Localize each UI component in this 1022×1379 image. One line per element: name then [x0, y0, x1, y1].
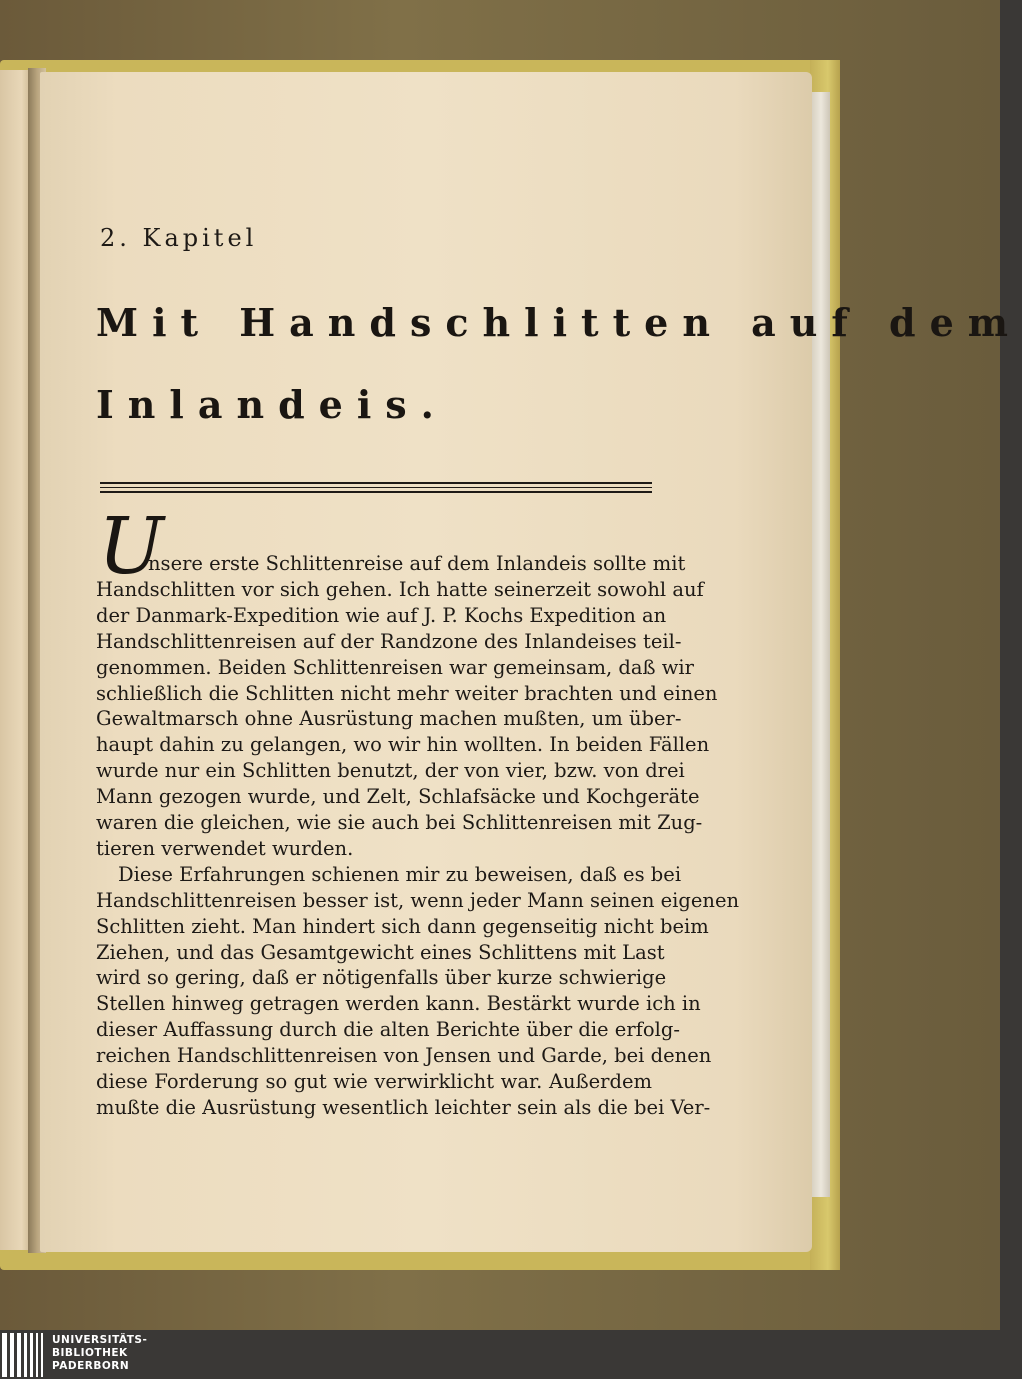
- text-line: diese Forderung so gut wie verwirklicht war. Außerdem: [96, 1070, 652, 1093]
- text-line: Ziehen, und das Gesamtgewicht eines Schlittens mit Last: [96, 940, 665, 964]
- library-name-line-1: UNIVERSITÄTS-: [52, 1334, 148, 1346]
- text-line: dieser Auffassung durch die alten Berichte über die erfolg-: [96, 1018, 680, 1042]
- text-line: wird so gering, daß er nötigenfalls über kurze schwierige: [96, 966, 667, 990]
- text-line: waren die gleichen, wie sie auch bei Schlittenreisen mit Zug-: [96, 811, 703, 834]
- text-line: Diese Erfahrungen schienen mir zu beweisen, daß es bei: [118, 862, 682, 886]
- text-line: Schlitten zieht. Man hindert sich dann gegenseitig nicht beim: [96, 914, 709, 938]
- chapter-title-line-1: Mit Handschlitten auf dem: [96, 300, 1022, 345]
- text-line: Mann gezogen wurde, und Zelt, Schlafsäcke und Kochgeräte: [96, 785, 700, 809]
- text-line: nsere erste Schlittenreise auf dem Inlandeis sollte mit: [148, 552, 686, 575]
- text-line: Gewaltmarsch ohne Ausrüstung machen mußten, um über-: [96, 707, 682, 731]
- text-line: Handschlittenreisen besser ist, wenn jeder Mann seinen eigenen: [96, 888, 740, 912]
- chapter-title-line-2: Inlandeis.: [96, 382, 448, 427]
- chapter-heading: 2. Kapitel: [100, 224, 258, 252]
- text-line: genommen. Beiden Schlittenreisen war gemeinsam, daß wir: [96, 655, 694, 679]
- library-name-line-3: PADERBORN: [52, 1360, 130, 1372]
- text-line: Handschlittenreisen auf der Randzone des Inlandeises teil-: [96, 629, 682, 653]
- text-line: reichen Handschlittenreisen von Jensen und Garde, bei denen: [96, 1044, 712, 1068]
- title-rule-top: [100, 482, 652, 484]
- title-rule-middle: [100, 487, 652, 488]
- page-stack-edge: [812, 92, 830, 1197]
- text-line: haupt dahin zu gelangen, wo wir hin wollten. In beiden Fällen: [96, 733, 710, 757]
- text-line: tieren verwendet wurden.: [96, 836, 354, 860]
- text-line: Stellen hinweg getragen werden kann. Bestärkt wurde ich in: [96, 992, 701, 1016]
- text-line: Handschlitten vor sich gehen. Ich hatte seinerzeit sowohl auf: [96, 577, 704, 601]
- footer-bar: [0, 1330, 1000, 1379]
- text-line: der Danmark-Expedition wie auf J. P. Kochs Expedition an: [96, 603, 667, 627]
- text-line: schließlich die Schlitten nicht mehr weiter brachten und einen: [96, 681, 718, 705]
- library-name-line-2: BIBLIOTHEK: [52, 1347, 128, 1359]
- title-rule-bottom: [100, 491, 652, 493]
- text-line: wurde nur ein Schlitten benutzt, der von vier, bzw. von drei: [96, 759, 685, 783]
- library-logo-bars-icon: [2, 1333, 46, 1377]
- text-line: mußte die Ausrüstung wesentlich leichter sein als die bei Ver-: [96, 1095, 711, 1119]
- drop-cap: U: [98, 502, 164, 592]
